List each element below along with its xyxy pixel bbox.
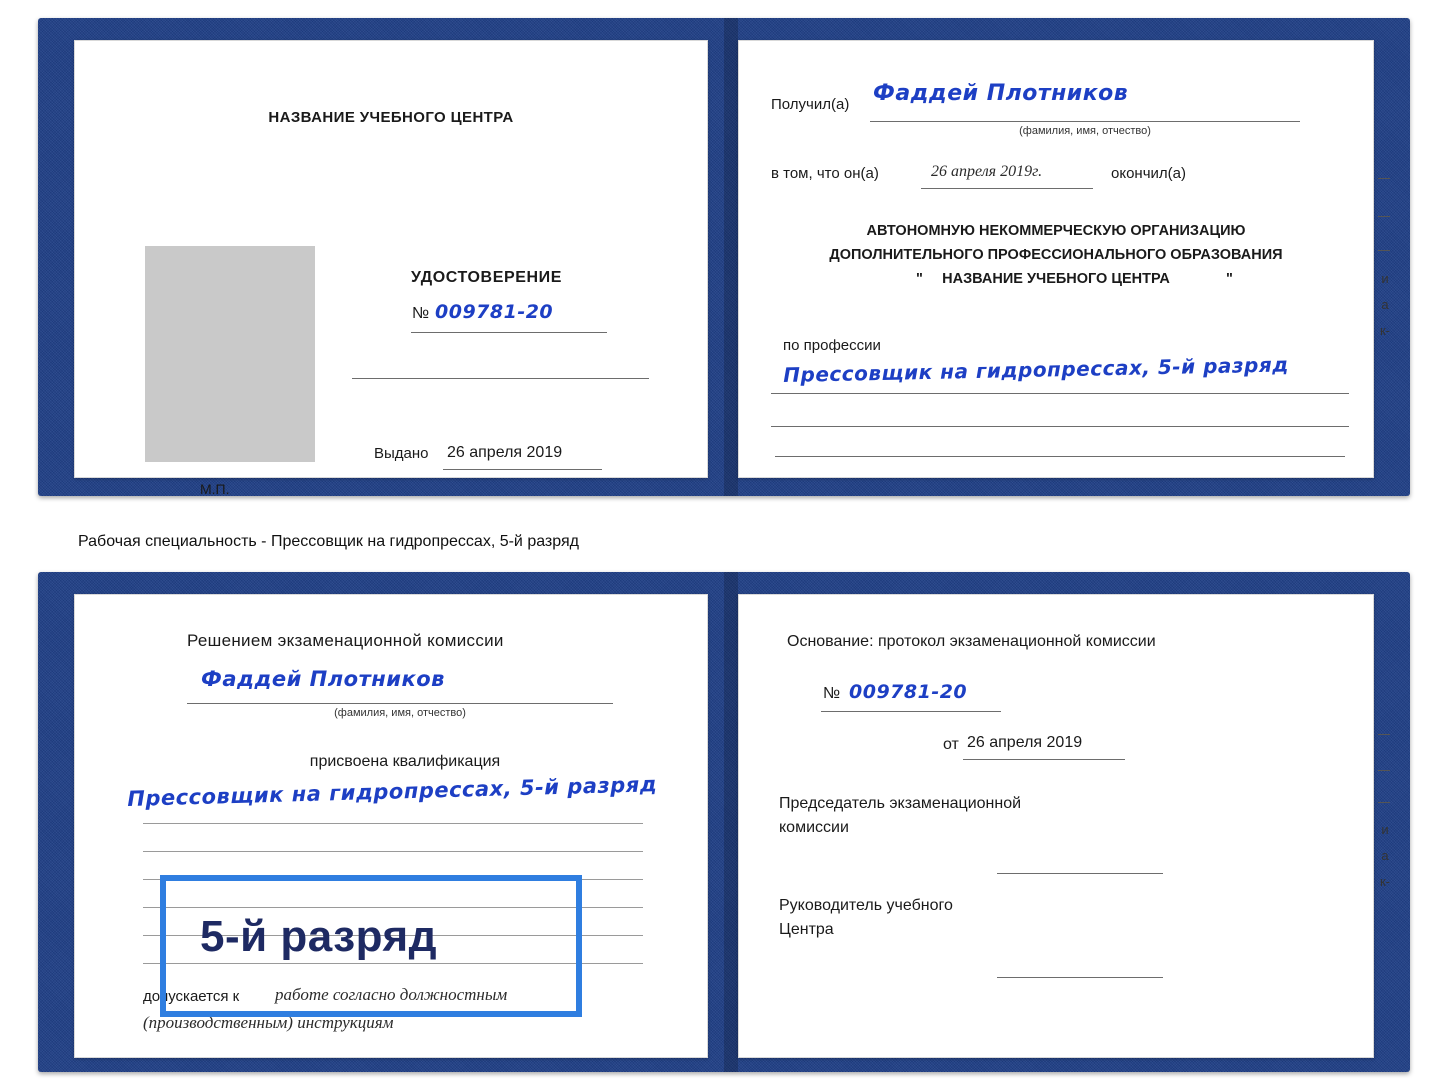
- edge-strip-top-char-1: а: [1381, 297, 1389, 312]
- head-line1: Руководитель учебного: [779, 897, 953, 914]
- edge-dash-bottom-2: [1378, 770, 1390, 771]
- figure-caption: Рабочая специальность - Прессовщик на гидропрессах, 5-й разряд: [78, 533, 579, 550]
- photo-placeholder: [145, 246, 315, 462]
- decision-name-underline: [187, 703, 613, 704]
- profession-underline-1: [771, 393, 1349, 394]
- chairman-line2: комиссии: [779, 819, 849, 836]
- org-quote-close: ": [1226, 271, 1233, 287]
- org-quote-open: ": [916, 271, 923, 287]
- profession-underline-3: [775, 456, 1345, 457]
- profession-value-top: Прессовщик на гидропрессах, 5-й разряд: [783, 352, 1290, 387]
- that-label: в том, что он(а): [771, 165, 879, 182]
- edge-dash-bottom-3: [1378, 802, 1390, 803]
- head-line2: Центра: [779, 921, 834, 938]
- chairman-line1: Председатель экзаменационной: [779, 795, 1022, 812]
- basis-label: Основание: протокол экзаменационной комиссии: [787, 633, 1156, 650]
- org-line3: НАЗВАНИЕ УЧЕБНОГО ЦЕНТРА: [942, 271, 1170, 287]
- edge-strip-top-char-0: и: [1381, 271, 1389, 286]
- date-value-top: 26 апреля 2019г.: [931, 163, 1043, 180]
- book-spine-top: [724, 18, 738, 496]
- head-signature-line: [997, 977, 1163, 978]
- edge-dash-top-1: [1378, 178, 1390, 179]
- ruled-line-1: [143, 823, 643, 824]
- org-line2: ДОПОЛНИТЕЛЬНОГО ПРОФЕССИОНАЛЬНОГО ОБРАЗОВАНИЯ: [829, 247, 1283, 263]
- certificate-top-right-page: [738, 40, 1374, 478]
- number-sign-top: №: [412, 305, 430, 322]
- edge-dash-top-2: [1378, 216, 1390, 217]
- training-center-name-top: НАЗВАНИЕ УЧЕБНОГО ЦЕНТРА: [268, 109, 514, 126]
- from-value: 26 апреля 2019: [967, 734, 1083, 751]
- certificate-title-top: УДОСТОВЕРЕНИЕ: [411, 269, 563, 286]
- certificate-top-cover: [38, 18, 1410, 496]
- decision-name-value: Фаддей Плотников: [201, 667, 445, 691]
- edge-strip-bottom-char-2: к-: [1379, 874, 1391, 889]
- number-underline-bottom: [821, 711, 1001, 712]
- edge-strip-bottom: [1375, 817, 1395, 895]
- edge-strip-top-char-2: к-: [1379, 323, 1391, 338]
- received-underline: [870, 121, 1300, 122]
- edge-strip-top: [1375, 266, 1395, 344]
- number-value-top: 009781-20: [435, 301, 554, 323]
- certificate-top-left-page: [74, 40, 708, 497]
- number-underline-top: [411, 332, 607, 333]
- received-value: Фаддей Плотников: [873, 81, 1129, 106]
- received-label: Получил(а): [771, 96, 850, 113]
- number-sign-bottom: №: [823, 685, 841, 702]
- fio-hint-top: (фамилия, имя, отчество): [1019, 125, 1151, 137]
- profession-label: по профессии: [783, 337, 881, 354]
- edge-dash-bottom-1: [1378, 734, 1390, 735]
- allowed-label: допускается к: [143, 988, 240, 1005]
- highlight-label: 5-й разряд: [200, 912, 438, 961]
- book-spine-bottom: [724, 572, 738, 1072]
- certificate-bottom-right-page: [738, 594, 1374, 1058]
- org-line1: АВТОНОМНУЮ НЕКОММЕРЧЕСКУЮ ОРГАНИЗАЦИЮ: [866, 223, 1246, 239]
- qualification-value: Прессовщик на гидропрессах, 5-й разряд: [127, 772, 658, 811]
- qualification-label: присвоена квалификация: [309, 753, 501, 770]
- decision-title: Решением экзаменационной комиссии: [187, 631, 504, 650]
- allowed-value-line1: работе согласно должностным: [275, 985, 508, 1004]
- number-value-bottom: 009781-20: [849, 681, 968, 703]
- issued-underline-top: [443, 469, 602, 470]
- from-label: от: [943, 736, 959, 753]
- edge-strip-bottom-char-0: и: [1381, 822, 1389, 837]
- date-underline-top: [921, 188, 1093, 189]
- finished-label: окончил(а): [1111, 165, 1186, 182]
- blank-line-top-left: [352, 378, 649, 379]
- stamp-label-top: М.П.: [200, 481, 230, 497]
- from-underline: [963, 759, 1125, 760]
- fio-hint-bottom: (фамилия, имя, отчество): [334, 707, 466, 719]
- issued-label-top: Выдано: [374, 445, 429, 462]
- issued-value-top: 26 апреля 2019: [447, 444, 563, 461]
- edge-strip-bottom-char-1: а: [1381, 848, 1389, 863]
- profession-underline-2: [771, 426, 1349, 427]
- ruled-line-2: [143, 851, 643, 852]
- allowed-value-line2: (производственным) инструкциям: [143, 1013, 394, 1032]
- edge-dash-top-3: [1378, 250, 1390, 251]
- chairman-signature-line: [997, 873, 1163, 874]
